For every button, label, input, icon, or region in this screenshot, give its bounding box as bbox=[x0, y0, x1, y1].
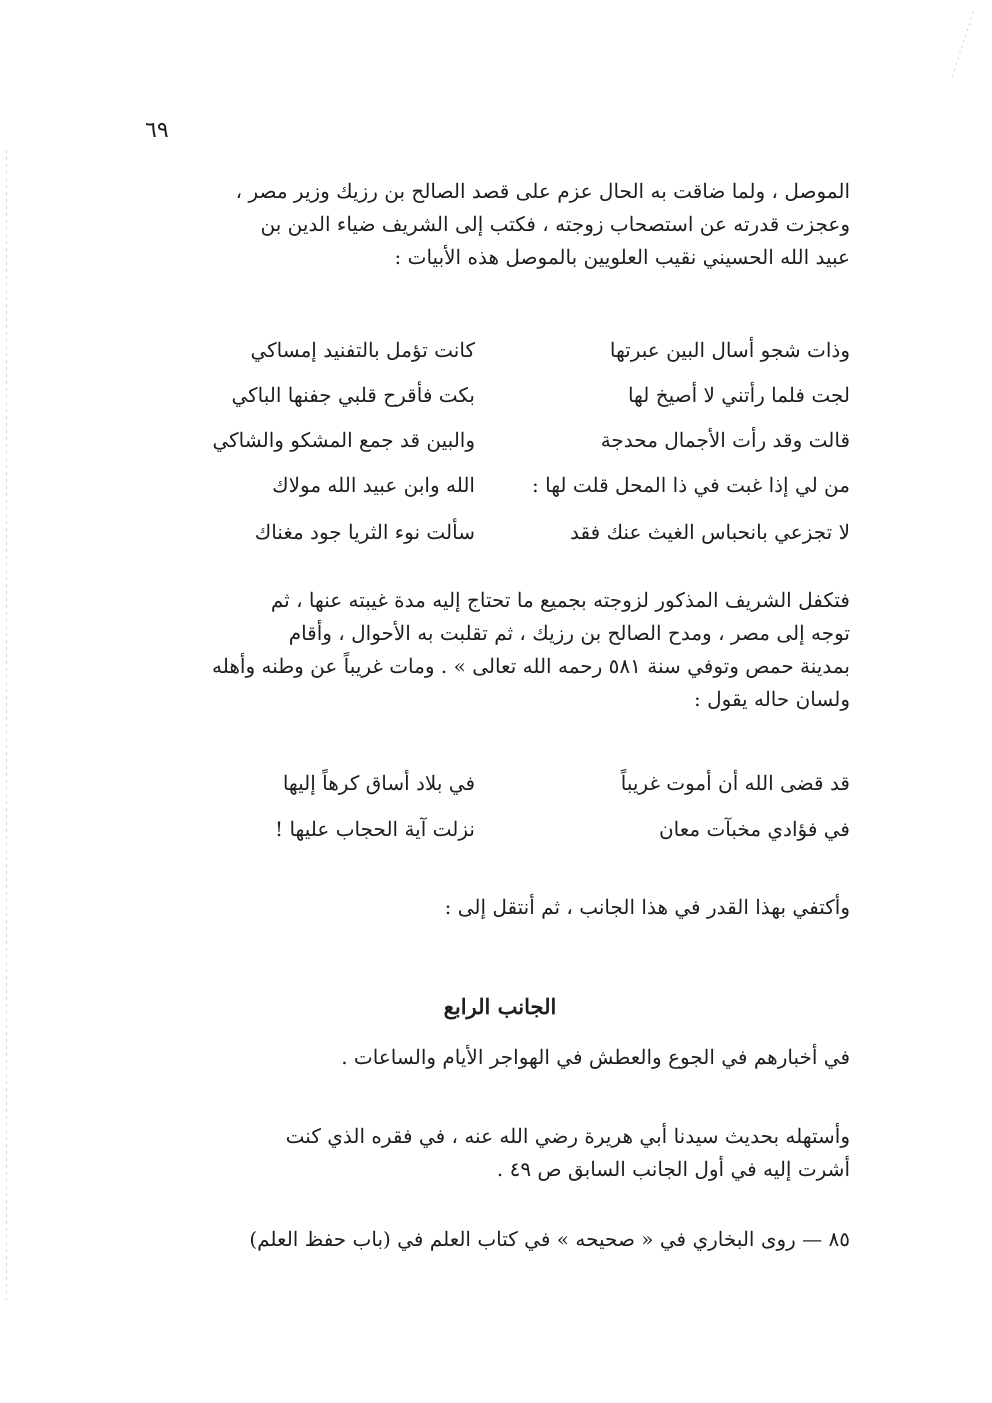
poem-verse bbox=[170, 473, 850, 513]
verse-first-hemistich: قالت وقد رأت الأجمال محدجة bbox=[600, 428, 850, 452]
transition-sentence: وأكتفي بهذا القدر في هذا الجانب ، ثم أنتقل إلى : bbox=[444, 895, 850, 919]
page-number: ٦٩ bbox=[145, 118, 169, 143]
poem-verse bbox=[170, 383, 850, 423]
hadith-reference-line: ٨٥ — روى البخاري في « صحيحه » في كتاب العلم في (باب حفظ العلم) bbox=[249, 1227, 850, 1251]
verse-second-hemistich: كانت تؤمل بالتفنيد إمساكي bbox=[250, 338, 475, 362]
verse-second-hemistich: في بلاد أساق كرهاً إليها bbox=[282, 771, 475, 795]
verse-first-hemistich: من لي إذا غبت في ذا المحل قلت لها : bbox=[532, 473, 850, 497]
verse-first-hemistich: قد قضى الله أن أموت غريباً bbox=[620, 771, 850, 795]
verse-first-hemistich: لجت فلما رأتني لا أصيخ لها bbox=[627, 383, 850, 407]
poem-verse bbox=[170, 520, 850, 560]
intro-paragraph bbox=[150, 175, 850, 274]
text-line: عبيد الله الحسيني نقيب العلويين بالموصل هذه الأبيات : bbox=[394, 245, 850, 269]
text-line: أشرت إليه في أول الجانب السابق ص ٤٩ . bbox=[496, 1157, 850, 1181]
poem-verse bbox=[170, 428, 850, 468]
scan-edge-mark bbox=[6, 150, 7, 1300]
poem-verse bbox=[170, 817, 850, 857]
verse-first-hemistich: لا تجزعي بانحباس الغيث عنك فقد bbox=[570, 520, 850, 544]
text-line: وعجزت قدرته عن استصحاب زوجته ، فكتب إلى الشريف ضياء الدين بن bbox=[260, 212, 850, 236]
verse-first-hemistich: في فؤادي مخبآت معان bbox=[658, 817, 850, 841]
hadith-intro-paragraph bbox=[150, 1120, 850, 1186]
text-line: وأستهله بحديث سيدنا أبي هريرة رضي الله عنه ، في فقره الذي كنت bbox=[285, 1124, 850, 1148]
poem-verse bbox=[170, 338, 850, 378]
text-line: توجه إلى مصر ، ومدح الصالح بن رزيك ، ثم تقلبت به الأحوال ، وأقام bbox=[288, 621, 850, 645]
scan-corner-mark bbox=[951, 12, 974, 79]
text-line: فتكفل الشريف المذكور لزوجته بجميع ما تحتاج إليه مدة غيبته عنها ، ثم bbox=[270, 588, 850, 612]
poem-verse bbox=[170, 771, 850, 811]
section-subtitle: في أخبارهم في الجوع والعطش في الهواجر الأيام والساعات . bbox=[341, 1045, 850, 1069]
verse-second-hemistich: بكت فأقرح قلبي جفنها الباكي bbox=[231, 383, 475, 407]
text-line: بمدينة حمص وتوفي سنة ٥٨١ رحمه الله تعالى » . ومات غريباً عن وطنه وأهله bbox=[212, 654, 850, 678]
verse-second-hemistich: الله وابن عبيد الله مولاك bbox=[272, 473, 475, 497]
biography-paragraph bbox=[150, 584, 850, 716]
section-heading: الجانب الرابع bbox=[443, 994, 557, 1019]
verse-second-hemistich: سألت نوء الثريا جود مغناك bbox=[254, 520, 475, 544]
text-line: الموصل ، ولما ضاقت به الحال عزم على قصد الصالح بن رزيك وزير مصر ، bbox=[235, 179, 850, 203]
verse-second-hemistich: والبين قد جمع المشكو والشاكي bbox=[212, 428, 475, 452]
verse-first-hemistich: وذات شجو أسال البين عبرتها bbox=[609, 338, 850, 362]
text-line: ولسان حاله يقول : bbox=[693, 687, 850, 711]
verse-second-hemistich: نزلت آية الحجاب عليها ! bbox=[275, 817, 475, 841]
